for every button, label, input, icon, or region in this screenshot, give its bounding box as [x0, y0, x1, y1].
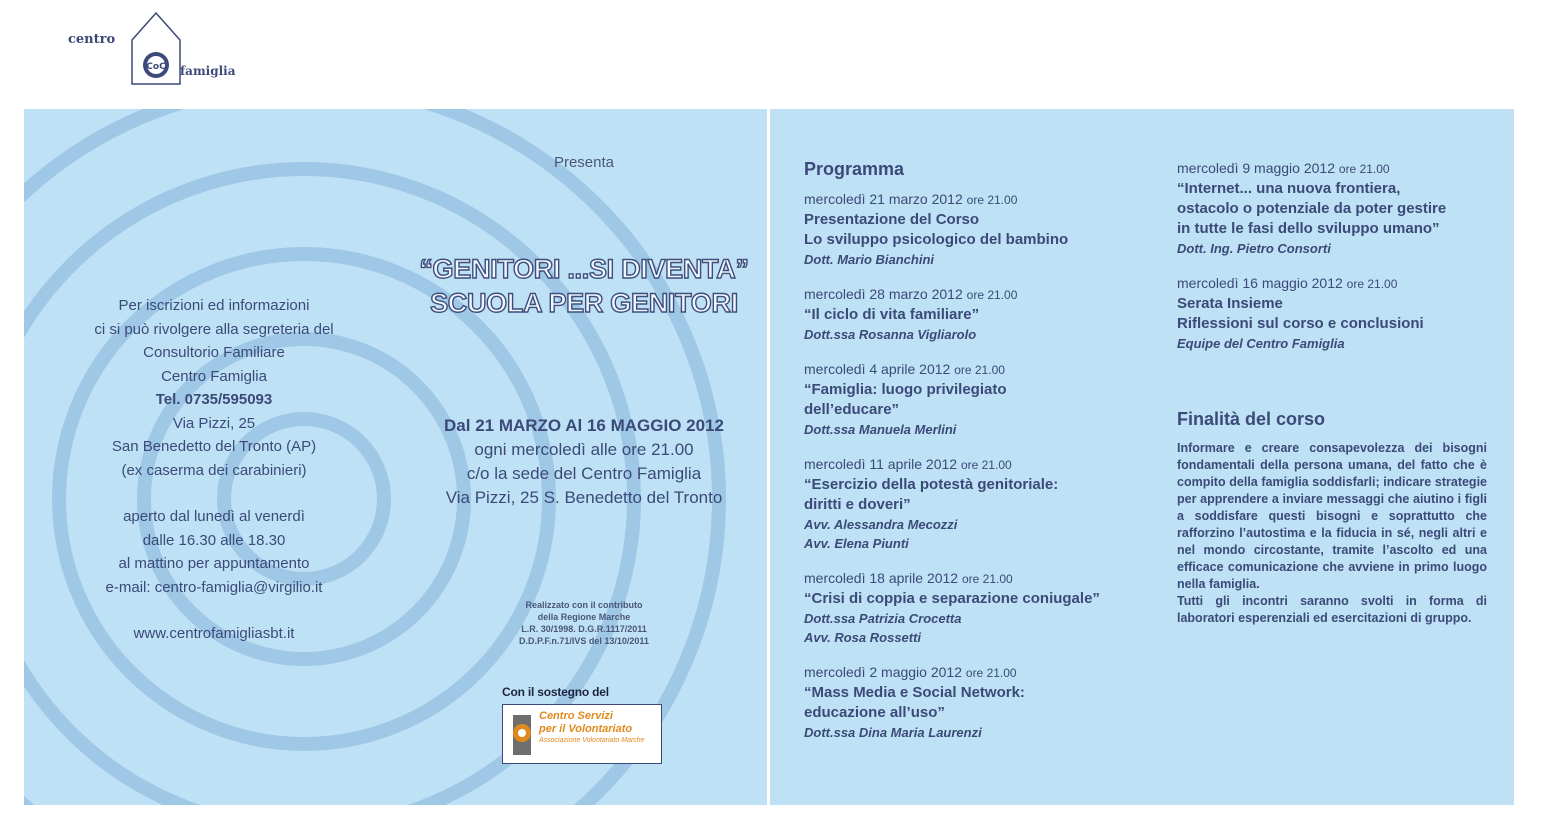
contact-line: Centro Famiglia: [161, 367, 267, 385]
program-column-1: [804, 159, 1144, 758]
hours-line: al mattino per appuntamento: [118, 555, 310, 572]
event-speaker: Avv. Alessandra Mecozzi: [804, 517, 958, 532]
contact-line: Via Pizzi, 25: [172, 414, 256, 432]
event-time: ore 21.00: [966, 288, 1018, 302]
event-title: ostacolo o potenziale da poter gestire: [1177, 200, 1447, 217]
event-title: “Internet... una nuova frontiera,: [1177, 180, 1401, 197]
program-event: [804, 569, 1144, 647]
csv-subtitle: Associazione Volontariato Marche: [539, 737, 645, 744]
event-time: ore 21.00: [966, 193, 1018, 207]
event-title: Riflessioni sul corso e conclusioni: [1177, 315, 1424, 332]
event-speaker: Avv. Elena Piunti: [804, 536, 909, 551]
program-event: [1177, 274, 1487, 353]
event-title: “Crisi di coppia e separazione coniugale”: [804, 590, 1100, 607]
logo-word-centro: centro: [68, 32, 116, 47]
event-speaker: Dott. Mario Bianchini: [804, 252, 934, 267]
course-title-line2: SCUOLA PER GENITORI: [430, 288, 738, 318]
logo-word-famiglia: famiglia: [180, 64, 236, 78]
dates-line: ogni mercoledì alle ore 21.00: [474, 440, 694, 459]
email-link[interactable]: e-mail: centro-famiglia@virgilio.it: [105, 578, 323, 596]
course-dates: [419, 414, 749, 510]
presenta-label: Presenta: [553, 154, 615, 171]
event-time: ore 21.00: [1346, 277, 1398, 291]
event-speaker: Dott.ssa Manuela Merlini: [804, 422, 957, 437]
event-title: “Famiglia: luogo privilegiato: [804, 381, 1007, 398]
event-date: mercoledì 4 aprile 2012: [804, 361, 951, 377]
funding-note: [484, 599, 684, 647]
event-time: ore 21.00: [962, 572, 1013, 586]
event-title: “Esercizio della potestà genitoriale:: [804, 476, 1059, 493]
brochure-cover-panel: [24, 109, 767, 805]
event-date: mercoledì 11 aprile 2012: [804, 456, 958, 472]
course-title: [394, 252, 767, 320]
funding-line: Realizzato con il contributo: [525, 600, 643, 610]
event-title: Serata Insieme: [1177, 295, 1283, 312]
support-label: Con il sostegno del: [502, 685, 609, 699]
house-logo-icon: [130, 10, 182, 86]
event-date: mercoledì 18 aprile 2012: [804, 570, 959, 586]
contact-line: Consultorio Familiare: [143, 344, 285, 361]
csv-title-line1: Centro Servizi: [539, 710, 613, 722]
program-event: [804, 455, 1144, 553]
finalita-text-2: Tutti gli incontri saranno svolti in forma di laboratori esperenziali ed esercitazioni di gruppo.: [1177, 594, 1487, 625]
event-title: Lo sviluppo psicologico del bambino: [804, 231, 1069, 248]
contact-line: (ex caserma dei carabinieri): [121, 461, 307, 479]
event-title: “Mass Media e Social Network:: [804, 684, 1025, 701]
website-link[interactable]: www.centrofamigliasbt.it: [133, 625, 295, 642]
event-date: mercoledì 21 marzo 2012: [804, 191, 963, 207]
centro-famiglia-logo: [68, 8, 268, 88]
program-event: [1177, 159, 1487, 258]
event-speaker: Dott. Ing. Pietro Consorti: [1177, 241, 1331, 256]
dates-line: Dal 21 MARZO Al 16 MAGGIO 2012: [444, 416, 724, 435]
event-title: “Il ciclo di vita familiare”: [804, 306, 980, 323]
contact-line: Per iscrizioni ed informazioni: [118, 297, 310, 314]
event-speaker: Dott.ssa Rosanna Vigliarolo: [804, 327, 977, 342]
program-event: [804, 190, 1144, 269]
hours-line: aperto dal lunedì al venerdì: [123, 508, 305, 525]
funding-line: D.D.P.F.n.71/IVS del 13/10/2011: [519, 636, 649, 646]
event-time: ore 21.00: [1338, 162, 1390, 176]
hours-line: dalle 16.30 alle 18.30: [142, 531, 286, 549]
event-time: ore 21.00: [965, 666, 1017, 680]
event-speaker: Dott.ssa Patrizia Crocetta: [804, 611, 962, 626]
program-event: [804, 360, 1144, 439]
event-title: in tutte le fasi dello sviluppo umano”: [1177, 220, 1440, 237]
phone-number: Tel. 0735/595093: [155, 391, 273, 408]
event-title: dell’educare”: [804, 401, 900, 418]
csv-person-icon: [507, 709, 537, 759]
event-speaker: Equipe del Centro Famiglia: [1177, 336, 1345, 351]
program-column-2: [1177, 159, 1487, 627]
csv-logo: [502, 704, 662, 764]
finalita-text: Informare e creare consapevolezza dei bisogni fondamentali della persona umana, del fatto che è compito della famiglia soddisfarli; indicare strategie per apprendere a inviare messaggi che aiutino i figli a soddisfare questi bisogni e soprattutto che rafforzino l’autostima e la fiducia in sé, negli altri e nel mondo circostante, tramite l’ascolto ed una efficace comunicazione che avviene in primo luogo nella famiglia.: [1177, 441, 1487, 591]
logo-badge-text: CoC: [146, 62, 166, 72]
dates-line: c/o la sede del Centro Famiglia: [466, 464, 702, 483]
event-title: educazione all’uso”: [804, 704, 945, 721]
program-heading: Programma: [804, 159, 905, 179]
program-event: [804, 663, 1144, 742]
finalita-heading: Finalità del corso: [1177, 409, 1326, 429]
event-speaker: Dott.ssa Dina Maria Laurenzi: [804, 725, 982, 740]
program-event: [804, 285, 1144, 344]
event-title: Presentazione del Corso: [804, 211, 980, 228]
contact-line: ci si può rivolgere alla segreteria del: [94, 320, 334, 338]
event-date: mercoledì 2 maggio 2012: [804, 664, 962, 680]
contact-line: San Benedetto del Tronto (AP): [111, 438, 317, 455]
event-date: mercoledì 28 marzo 2012: [804, 286, 963, 302]
csv-title-line2: per il Volontariato: [539, 723, 633, 735]
funding-line: della Regione Marche: [537, 612, 631, 622]
program-panel: [770, 109, 1514, 805]
event-title: diritti e doveri”: [804, 496, 911, 513]
event-date: mercoledì 16 maggio 2012: [1177, 275, 1343, 291]
event-date: mercoledì 9 maggio 2012: [1177, 160, 1335, 176]
course-title-line1: “GENITORI ...SI DIVENTA”: [419, 254, 749, 284]
funding-line: L.R. 30/1998. D.G.R.1117/2011: [521, 624, 647, 634]
contact-info: [64, 294, 364, 646]
event-speaker: Avv. Rosa Rossetti: [804, 630, 922, 645]
event-time: ore 21.00: [954, 363, 1005, 377]
event-time: ore 21.00: [960, 458, 1012, 472]
dates-line: Via Pizzi, 25 S. Benedetto del Tronto: [445, 488, 723, 507]
